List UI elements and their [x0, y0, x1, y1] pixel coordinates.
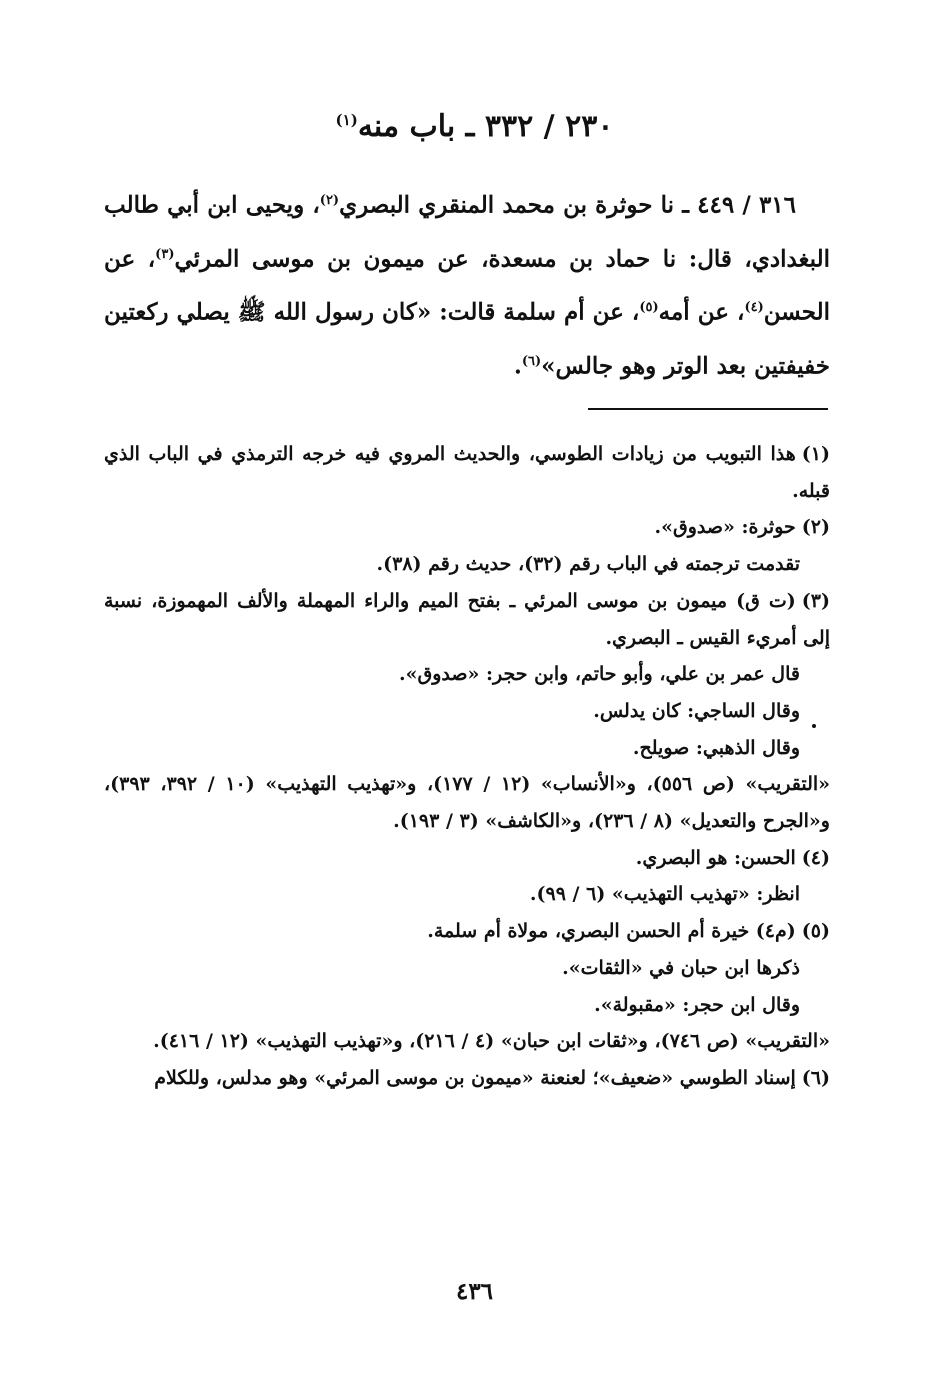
footnote-text: ذكرها ابن حبان في «الثقات». [562, 956, 800, 979]
footnote-text: الحسن: هو البصري. [635, 846, 796, 869]
footnote-line [104, 766, 830, 839]
hadith-text [104, 176, 830, 391]
chapter-footnote-ref: (١) [335, 111, 358, 129]
footnote-text: حوثرة: «صدوق». [654, 516, 796, 539]
chapter-heading [0, 100, 949, 147]
chapter-title: ٢٣٠ / ٣٣٢ ـ باب منه [357, 109, 614, 144]
footnote-divider [588, 408, 828, 410]
footnote-text: (ت ق) ميمون بن موسى المرئي ـ بفتح الميم والراء المهملة والألف المهموزة، نسبة إلى أمريء القيس ـ البصري. [104, 589, 830, 649]
footnote-number: (١) [801, 443, 830, 465]
footnote-text: وقال الساجي: كان يدلس. [593, 699, 800, 722]
footnote-line [104, 436, 830, 509]
hadith-segment: ٣١٦ / ٤٤٩ ـ نا حوثرة بن محمد المنقري البصري [339, 191, 796, 219]
hadith-segment: ، عن أم سلمة قالت: «كان رسول الله ﷺ يصلي ركعتين خفيفتين بعد الوتر وهو جالس» [104, 298, 830, 380]
footnote-ref: (٦) [521, 353, 542, 369]
footnote-ref: (٣) [155, 246, 175, 262]
hadith-segment: ، عن الحسن [104, 245, 831, 326]
footnote-text: تقدمت ترجمته في الباب رقم (٣٢)، حديث رقم (٣٨). [376, 553, 800, 576]
page-number: ٤٣٦ [455, 1278, 494, 1305]
footnote-line [104, 950, 830, 987]
footnote-ref: (٢) [319, 193, 340, 208]
footnote-text: «التقريب» (ص ٥٥٦)، و«الأنساب» (١٢ / ١٧٧)، و«تهذيب التهذيب» (١٠ / ٣٩٢، ٣٩٣)، و«الجرح والتعديل» (٨ / ٢٣٦)، و«الكاشف» (٣ / ١٩٣). [104, 773, 831, 833]
footnote-line [104, 840, 830, 877]
footnote-text: هذا التبويب من زيادات الطوسي، والحديث المروي فيه خرجه الترمذي في الباب الذي قبله. [104, 443, 830, 502]
footnote-text: إسناد الطوسي «ضعيف»؛ لعنعنة «ميمون بن موسى المرئي» وهو مدلس، وللكلام [154, 1066, 796, 1089]
footnote-text: (م٤) خيرة أم الحسن البصري، مولاة أم سلمة. [427, 920, 796, 943]
footnote-ref: (٤) [744, 300, 764, 316]
footnote-text: وقال الذهبي: صويلح. [632, 736, 800, 759]
footnote-number: (٤) [801, 846, 830, 869]
footnote-line [104, 1023, 830, 1060]
footnote-line [104, 913, 830, 950]
footnote-line [104, 546, 830, 583]
footnote-ref: (٥) [639, 300, 659, 316]
footnote-number: (٥) [801, 920, 830, 943]
footnote-line [104, 583, 830, 656]
footnote-text: قال عمر بن علي، وأبو حاتم، وابن حجر: «صدوق». [398, 663, 800, 686]
footnote-line [104, 509, 830, 546]
footnote-number: (٣) [801, 589, 830, 612]
hadith-segment: ، ويحيى ابن أبي طالب البغدادي، قال: نا حماد بن مسعدة، عن ميمون بن موسى المرئي [104, 191, 830, 273]
footnote-line [104, 656, 830, 693]
footnote-text: وقال ابن حجر: «مقبولة». [594, 993, 800, 1016]
hadith-segment: . [513, 352, 522, 380]
footnote-line [104, 1060, 830, 1097]
hadith-segment: ، عن أمه [658, 298, 745, 326]
footnote-line [104, 987, 830, 1024]
footnote-text: «التقريب» (ص ٧٤٦)، و«ثقات ابن حبان» (٤ / ٢١٦)، و«تهذيب التهذيب» (١٢ / ٤١٦). [153, 1030, 830, 1053]
footnote-line [104, 730, 830, 767]
footnote-number: (٢) [801, 516, 830, 539]
footnotes [104, 436, 830, 1097]
footnote-line [104, 876, 830, 913]
footnote-text: انظر: «تهذيب التهذيب» (٦ / ٩٩). [529, 883, 800, 906]
footnote-number: (٦) [801, 1066, 830, 1089]
footnote-line [104, 693, 830, 730]
